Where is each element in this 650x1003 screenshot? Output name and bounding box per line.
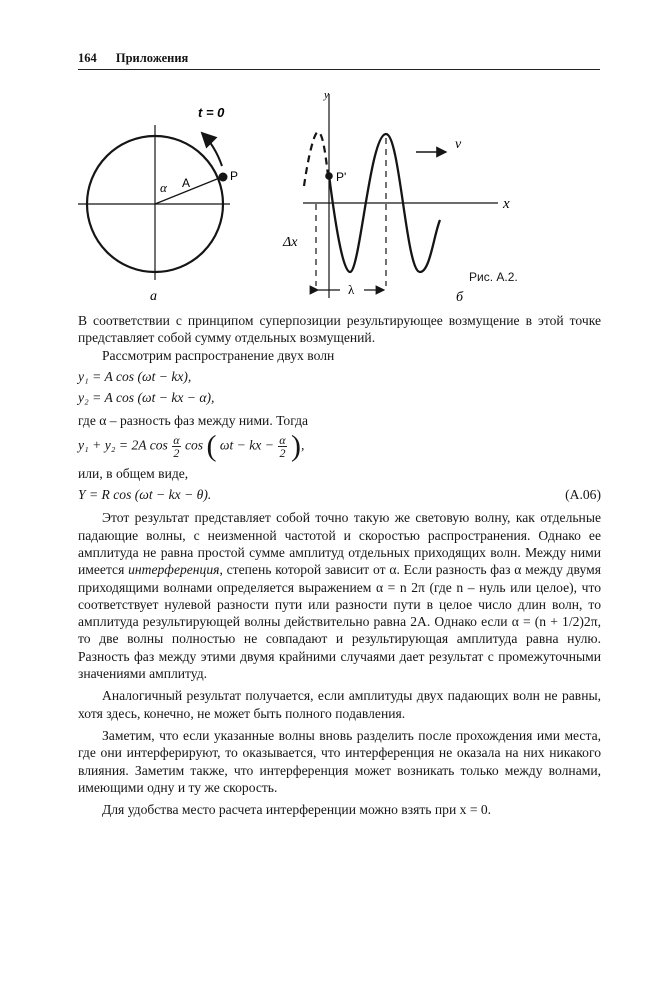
- figure-a2: [78, 88, 608, 308]
- label-panel-a: a: [150, 289, 157, 304]
- label-panel-b: б: [456, 290, 464, 305]
- equation-y1: y₁ = A cos (ωt − kx),: [78, 368, 192, 384]
- paragraph-general-form: или, в общем виде,: [78, 465, 189, 481]
- label-amplitude: A: [182, 176, 191, 190]
- body-text: [78, 312, 601, 818]
- point-p-prime: [325, 172, 333, 180]
- page-number: 164: [78, 51, 97, 65]
- equation-general: [78, 486, 601, 503]
- label-lambda: λ: [348, 282, 355, 297]
- term-interference: интерференция: [128, 562, 220, 578]
- equation-sum-inner: ωt − kx −: [219, 437, 274, 453]
- label-delta-x: Δx: [283, 235, 298, 250]
- equation-sum-cos: cos: [184, 437, 204, 453]
- paren-open: (: [206, 429, 217, 463]
- rotation-arrow: [202, 133, 222, 166]
- point-p: [219, 173, 228, 182]
- equation-general-body: Y = R cos (ωt − kx − θ).: [78, 487, 212, 503]
- paragraph-superposition: В соответствии с принципом суперпозиции результирующее возмущение в этой точке представляет собой сумму отдельных возмущений.: [78, 313, 601, 346]
- label-alpha: α: [160, 180, 167, 195]
- shifted-wave-dashed: [304, 132, 328, 186]
- equation-number: (A.06): [565, 487, 601, 503]
- fraction-alpha-half: $\frac{\alpha}{2}$: [173, 432, 180, 460]
- fraction-alpha-half-2: $\frac{\alpha}{2}$: [279, 432, 286, 460]
- figure-caption: Рис. А.2.: [469, 270, 518, 284]
- paragraph-two-waves: Рассмотрим распространение двух волн: [102, 347, 335, 363]
- paragraph-unequal-amplitudes: Аналогичный результат получается, если амплитуды двух падающих волн не равны, хотя здесь, конечно, не может быть полного подавления.: [78, 688, 601, 721]
- figure-drawing: [78, 88, 608, 308]
- section-title: Приложения: [115, 51, 189, 65]
- paragraph-phase-difference: где α – разность фаз между ними. Тогда: [78, 413, 309, 429]
- label-p: P: [230, 169, 239, 183]
- paragraph-convenience: Для удобства место расчета интерференции можно взять при x = 0.: [102, 802, 492, 818]
- equation-y2: y₂ = A cos (ωt − kx − α),: [78, 390, 215, 406]
- paragraph-separation: Заметим, что если указанные волны вновь разделить после прохождения ими места, где они интерферируют, то оказывается, что интерференция не оказала на них никакого влияния. Заметим также, что интерференция может возникать только между волнами, имеющими одну и ту же скорость.: [78, 727, 601, 795]
- circle-diagram: [78, 105, 238, 304]
- label-x: x: [503, 196, 510, 212]
- equation-sum-left: y₁ + y₂ = 2A cos: [78, 437, 168, 453]
- paragraph-interference: Этот результат представляет собой точно такую же световую волну, как отдельные падающие волны, с неизменной частотой и скоростью распространения. Однако ее амплитуда не равна простой сумме амплитуд отдельных приходящих волн. Между ними имеется интерференция, степень которой зависит от α. Если разность фаз α между двумя приходящими волнами определяется выражением α = n 2π (где n – нуль или целое), что соответствует нулевой разности пути или разности пути в целое число длин волн, то амплитуда результирующей волны действительно равна 2A. Однако если α = (n + 1/2)2π, то две волны полностью не совпадают и результирующая амплитуда равна нулю. Разность фаз между этими двумя крайними случаями дает результат с промежуточными значениями амплитуд.: [78, 510, 601, 682]
- label-p-prime: P': [336, 170, 347, 184]
- label-y: y: [324, 89, 329, 101]
- paren-close: ): [291, 429, 302, 463]
- equation-sum: [78, 429, 601, 463]
- label-t0: t = 0: [198, 105, 225, 120]
- label-v: v: [455, 137, 462, 152]
- equation-sum-end: ,: [301, 437, 305, 453]
- page-header: [78, 51, 600, 70]
